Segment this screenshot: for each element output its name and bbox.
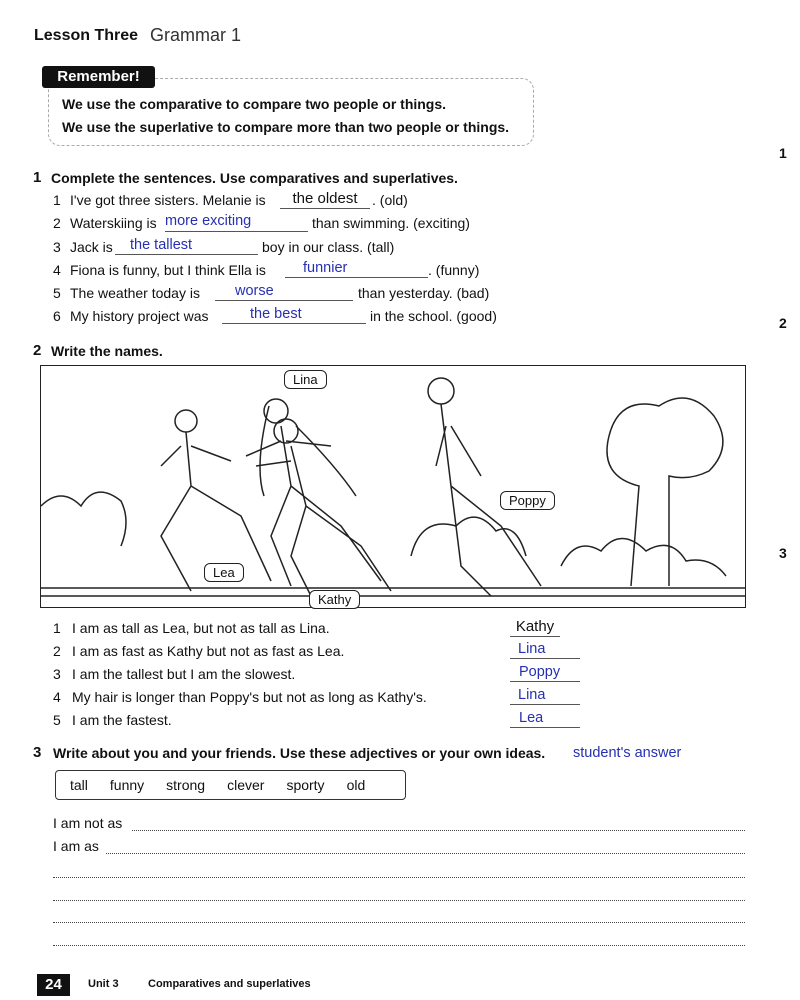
section-title: Grammar 1 <box>150 25 242 45</box>
item-text: My history project was <box>70 308 209 324</box>
prompt-not-as: I am not as <box>53 815 123 831</box>
item-number: 3 <box>53 666 61 682</box>
label-lina: Lina <box>284 370 327 389</box>
answer-field[interactable]: funnier <box>285 260 428 278</box>
margin-number: 1 <box>779 145 787 161</box>
answer-field[interactable]: Lea <box>510 710 580 728</box>
answer-field[interactable]: worse <box>215 283 353 301</box>
ex3-instruction: Write about you and your friends. Use these adjectives or your own ideas. <box>53 745 546 761</box>
runners-illustration <box>40 365 746 608</box>
ex2-instruction: Write the names. <box>51 343 163 359</box>
item-number: 1 <box>53 620 61 636</box>
ex1-instruction: Complete the sentences. Use comparatives and superlatives. <box>51 170 458 186</box>
item-text: Jack is <box>70 239 113 255</box>
adjective: old <box>346 777 366 793</box>
item-text: . (funny) <box>428 262 480 278</box>
item-number: 1 <box>53 192 61 208</box>
ex2-number: 2 <box>33 342 42 359</box>
writing-line[interactable] <box>53 877 745 878</box>
footer-topic: Comparatives and superlatives <box>148 978 311 990</box>
ex3-number: 3 <box>33 744 42 761</box>
answer-field[interactable]: the oldest <box>280 190 370 209</box>
item-text: in the school. (good) <box>370 308 497 324</box>
margin-number: 3 <box>779 545 787 561</box>
ex3-answer[interactable]: student's answer <box>573 745 682 761</box>
page-number: 24 <box>37 974 70 996</box>
ex1-number: 1 <box>33 169 42 186</box>
remember-line: We use the comparative to compare two people or things. <box>62 96 447 112</box>
bush-icon <box>41 492 126 546</box>
adjective: sporty <box>286 777 325 793</box>
item-number: 6 <box>53 308 61 324</box>
item-text: Waterskiing is <box>70 215 157 231</box>
runners-drawing <box>41 366 745 607</box>
item-number: 5 <box>53 285 61 301</box>
item-text: The weather today is <box>70 285 200 301</box>
item-text: than yesterday. (bad) <box>358 285 490 301</box>
answer-field[interactable]: Kathy <box>510 618 560 637</box>
item-text: boy in our class. (tall) <box>262 239 395 255</box>
item-text: I've got three sisters. Melanie is <box>70 192 266 208</box>
writing-line[interactable] <box>106 853 745 854</box>
item-text: Fiona is funny, but I think Ella is <box>70 262 266 278</box>
adjective: strong <box>166 777 206 793</box>
prompt-as: I am as <box>53 838 99 854</box>
answer-field[interactable]: Poppy <box>510 664 580 682</box>
answer-field[interactable]: Lina <box>510 641 580 659</box>
adjective: funny <box>109 777 145 793</box>
lesson-title: Lesson Three <box>34 27 139 44</box>
adjective: tall <box>70 777 88 793</box>
margin-number: 2 <box>779 315 787 331</box>
item-number: 4 <box>53 262 61 278</box>
tree-icon <box>607 398 723 586</box>
remember-label: Remember! <box>42 66 155 88</box>
runner-poppy-icon <box>428 378 541 596</box>
item-text: . (old) <box>372 192 408 208</box>
item-number: 2 <box>53 215 61 231</box>
item-number: 2 <box>53 643 61 659</box>
bush-icon <box>561 539 726 577</box>
item-text: I am the fastest. <box>72 712 172 728</box>
item-text: I am as tall as Lea, but not as tall as Lina. <box>72 620 330 636</box>
answer-field[interactable]: the best <box>222 306 366 324</box>
item-number: 4 <box>53 689 61 705</box>
adjective: clever <box>227 777 265 793</box>
item-text: My hair is longer than Poppy's but not as long as Kathy's. <box>72 689 427 705</box>
answer-field[interactable]: Lina <box>510 687 580 705</box>
item-text: than swimming. (exciting) <box>312 215 470 231</box>
item-text: I am the tallest but I am the slowest. <box>72 666 296 682</box>
item-number: 3 <box>53 239 61 255</box>
label-poppy: Poppy <box>500 491 555 510</box>
answer-field[interactable]: more exciting <box>165 213 308 232</box>
remember-box <box>48 78 534 146</box>
answer-field[interactable]: the tallest <box>115 237 258 255</box>
writing-line[interactable] <box>53 945 745 946</box>
runner-lina-icon <box>246 399 381 586</box>
item-number: 5 <box>53 712 61 728</box>
writing-line[interactable] <box>132 830 745 831</box>
writing-line[interactable] <box>53 922 745 923</box>
writing-line[interactable] <box>53 900 745 901</box>
label-kathy: Kathy <box>309 590 360 609</box>
item-text: I am as fast as Kathy but not as fast as Lea. <box>72 643 345 659</box>
label-lea: Lea <box>204 563 244 582</box>
adjective-box <box>55 770 406 800</box>
remember-line: We use the superlative to compare more than two people or things. <box>62 119 510 135</box>
footer-unit: Unit 3 <box>88 978 119 990</box>
